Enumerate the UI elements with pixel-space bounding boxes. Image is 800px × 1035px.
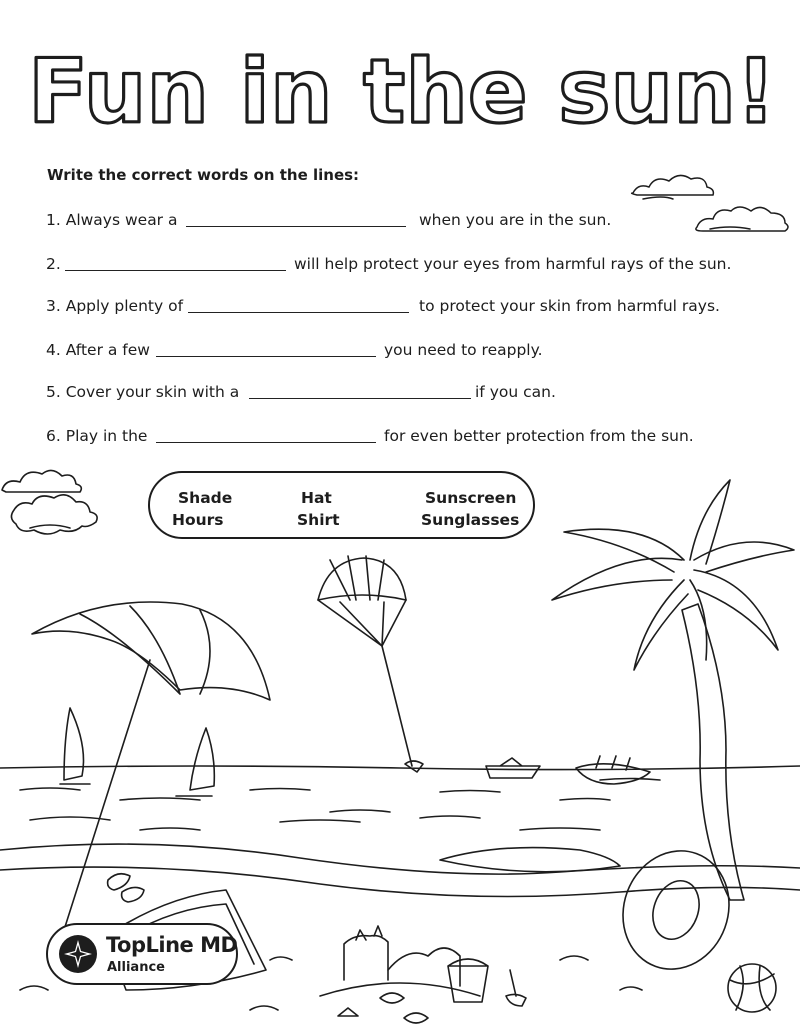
answer-blank-5[interactable] (249, 398, 471, 399)
instructions: Write the correct words on the lines: (47, 166, 360, 184)
parasail (318, 556, 423, 772)
flip-flops (108, 874, 144, 902)
question-3-after: to protect your skin from harmful rays. (419, 297, 720, 315)
beach-ball (728, 964, 776, 1012)
swim-ring (607, 836, 746, 984)
question-1-before: 1. Always wear a (46, 211, 178, 229)
question-2-after: will help protect your eyes from harmful rays of the sun. (294, 255, 732, 273)
shoreline (0, 844, 800, 874)
word-bank-word: Shade (178, 489, 233, 507)
question-5-after: if you can. (475, 383, 556, 401)
logo-subtitle: Alliance (107, 960, 165, 975)
logo-name: TopLine MD (106, 933, 238, 957)
word-bank-word: Sunscreen (425, 489, 517, 507)
answer-blank-6[interactable] (156, 442, 376, 443)
sand-bucket (448, 959, 488, 1002)
question-4-before: 4. After a few (46, 341, 150, 359)
shells (338, 993, 428, 1023)
question-5-before: 5. Cover your skin with a (46, 383, 240, 401)
sailboat-left (60, 708, 90, 784)
word-bank-word: Hat (301, 489, 332, 507)
clouds-top-right (625, 165, 800, 240)
word-bank-word: Shirt (297, 511, 340, 529)
question-4-after: you need to reapply. (384, 341, 543, 359)
page-title-text: Fun in the sun! (28, 40, 776, 143)
topline-md-logo (46, 923, 238, 985)
question-2-before: 2. (46, 255, 61, 273)
answer-blank-3[interactable] (188, 312, 409, 313)
answer-blank-4[interactable] (156, 356, 376, 357)
answer-blank-2[interactable] (65, 270, 286, 271)
grass-patch (440, 848, 620, 872)
motorboat (486, 758, 540, 778)
word-bank-word: Hours (172, 511, 224, 529)
question-1-after: when you are in the sun. (419, 211, 612, 229)
palm-tree (552, 480, 794, 900)
word-bank (148, 471, 535, 539)
horizon-line (0, 766, 800, 770)
question-6-before: 6. Play in the (46, 427, 148, 445)
sailboat-right (176, 728, 214, 796)
question-6-after: for even better protection from the sun. (384, 427, 694, 445)
answer-blank-1[interactable] (186, 226, 406, 227)
sand-shovel (506, 970, 526, 1006)
logo-mark-icon (58, 934, 98, 974)
clouds-left (2, 470, 97, 534)
page-title (0, 20, 800, 160)
question-3-before: 3. Apply plenty of (46, 297, 184, 315)
word-bank-word: Sunglasses (421, 511, 520, 529)
